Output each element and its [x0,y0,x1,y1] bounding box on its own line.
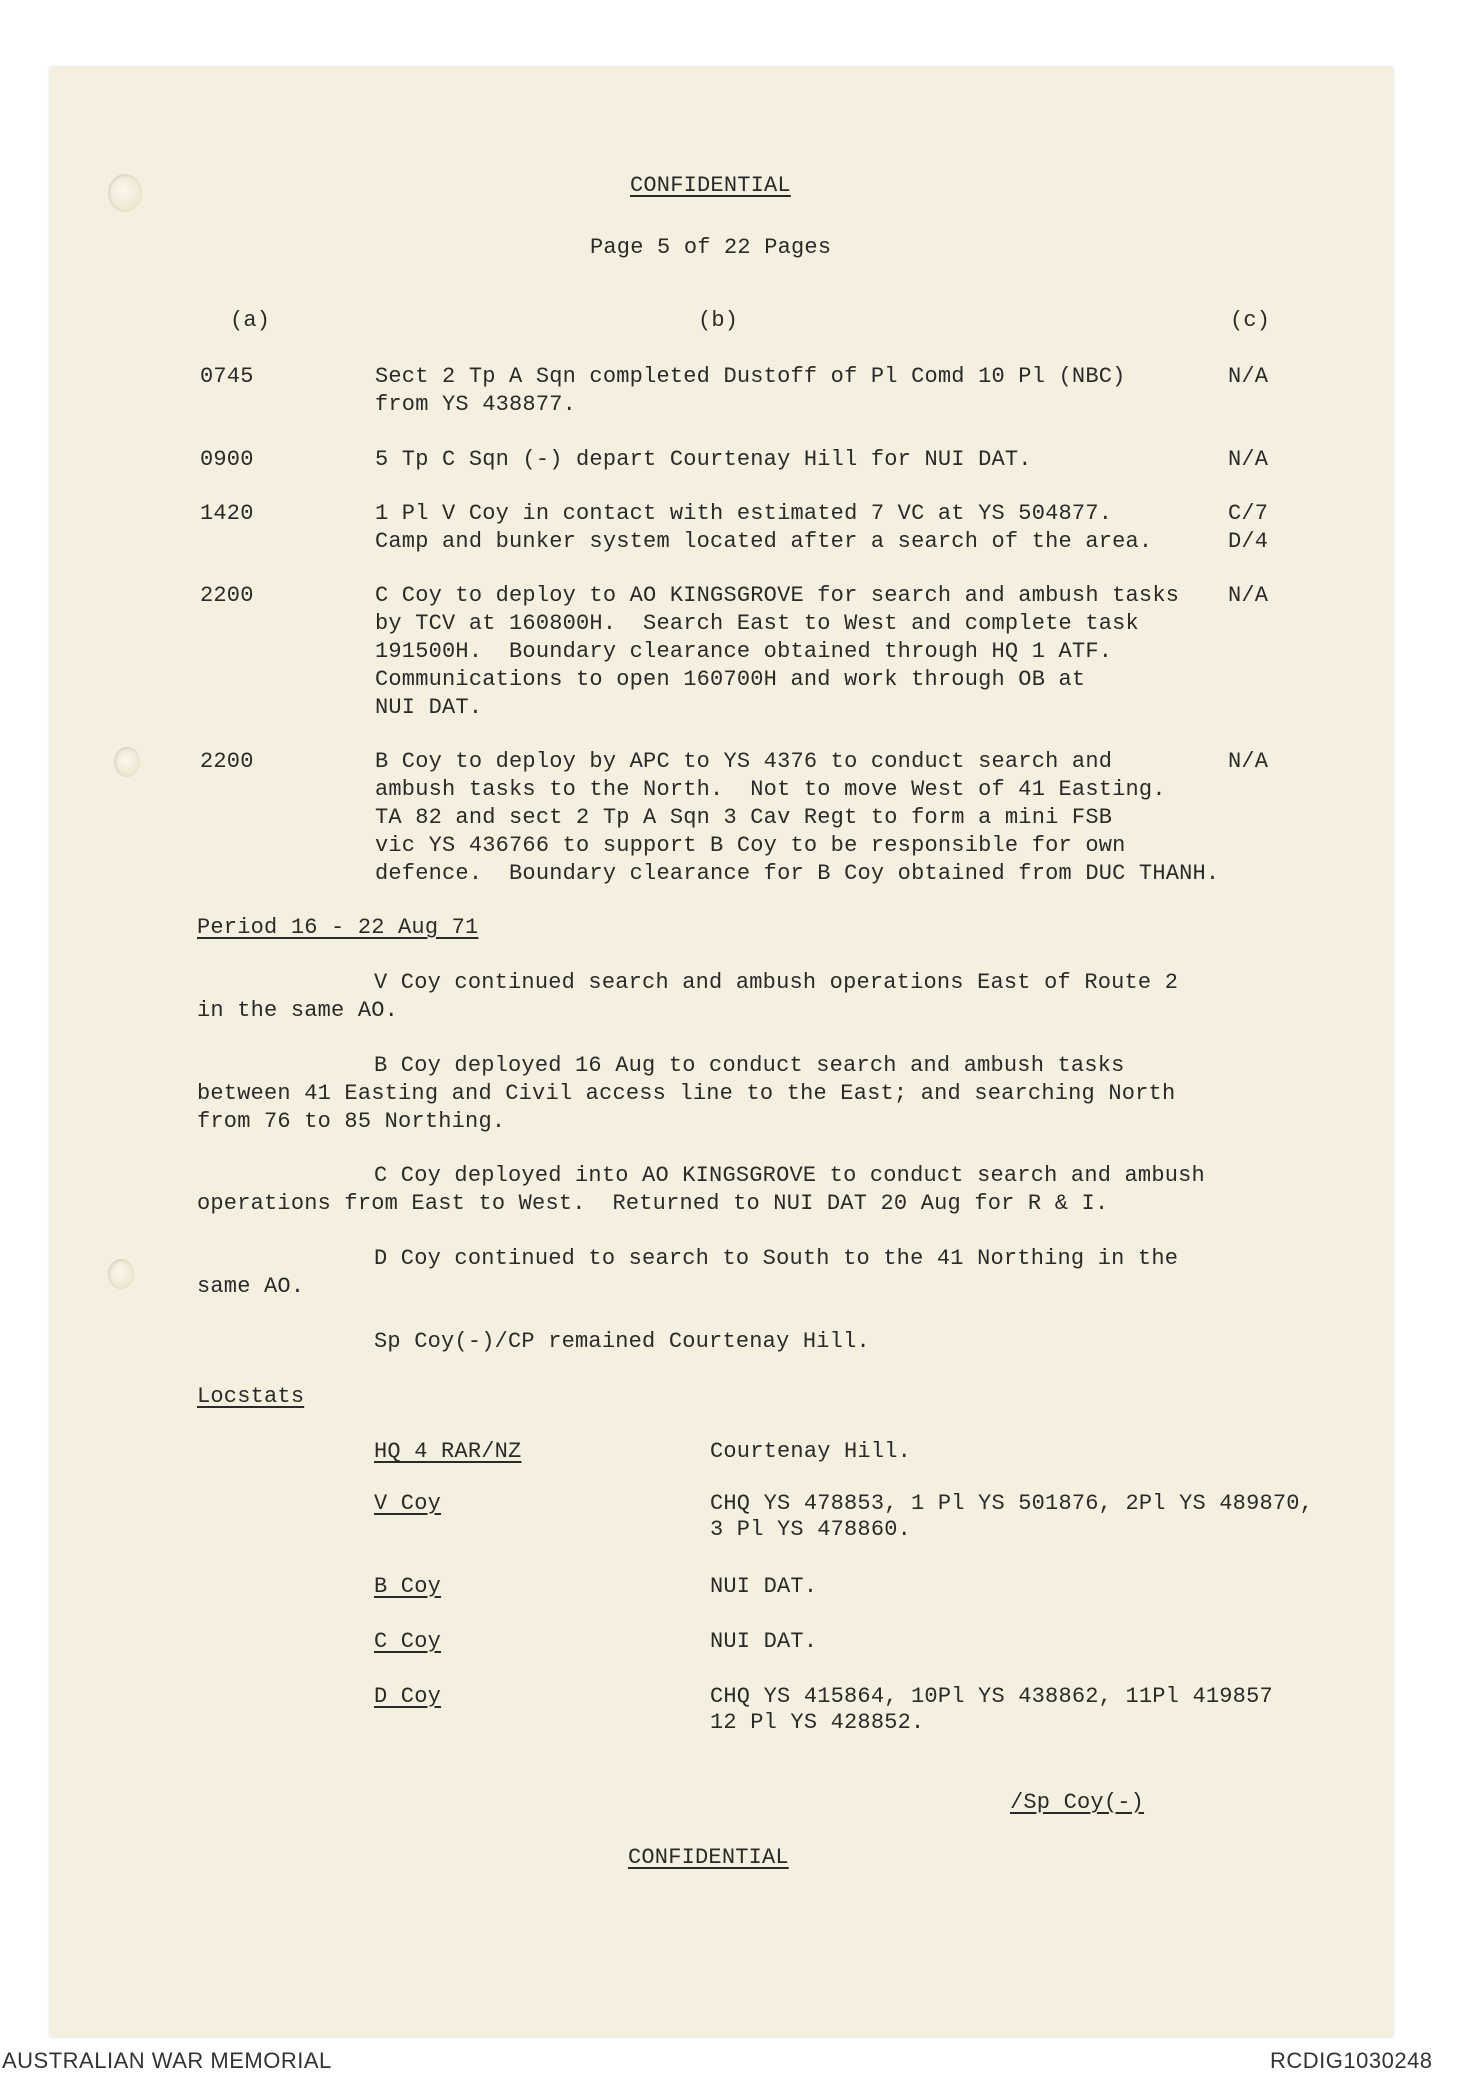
punch-hole-bottom [108,1259,134,1289]
locstat-location: 12 Pl YS 428852. [710,1710,925,1735]
period-heading: Period 16 - 22 Aug 71 [197,915,479,940]
footer-classification: CONFIDENTIAL [628,1845,789,1870]
entry-text-line: 5 Tp C Sqn (-) depart Courtenay Hill for NUI DAT. [375,447,1032,472]
paragraph-line: from 76 to 85 Northing. [197,1109,506,1134]
entry-time: 2200 [200,749,254,774]
locstat-location: NUI DAT. [710,1629,818,1654]
entry-text-line: ambush tasks to the North. Not to move West of 41 Easting. [375,777,1166,802]
locstat-location: 3 Pl YS 478860. [710,1517,912,1542]
locstat-location: CHQ YS 478853, 1 Pl YS 501876, 2Pl YS 489870, [710,1491,1314,1516]
locstat-unit: D Coy [374,1684,442,1709]
entry-ref: N/A [1228,447,1269,472]
entry-ref: N/A [1228,749,1269,774]
paragraph-line: B Coy deployed 16 Aug to conduct search and ambush tasks [374,1053,1125,1078]
archive-id: RCDIG1030248 [1270,2048,1433,2073]
entry-text-line: vic YS 436766 to support B Coy to be responsible for own [375,833,1126,858]
entry-text-line: NUI DAT. [375,695,483,720]
entry-text-line: Communications to open 160700H and work through OB at [375,667,1086,692]
column-heading-b: (b) [698,308,739,333]
paragraph-line: in the same AO. [197,998,399,1023]
entry-text-line: TA 82 and sect 2 Tp A Sqn 3 Cav Regt to form a mini FSB [375,805,1113,830]
entry-time: 0900 [200,447,254,472]
entry-text-line: Camp and bunker system located after a search of the area. [375,529,1153,554]
column-heading-c: (c) [1230,308,1271,333]
entry-ref: C/7 [1228,501,1269,526]
paragraph-line: V Coy continued search and ambush operations East of Route 2 [374,970,1179,995]
entry-ref: N/A [1228,583,1269,608]
paragraph-line: D Coy continued to search to South to the 41 Northing in the [374,1246,1179,1271]
entry-ref: N/A [1228,364,1269,389]
entry-time: 0745 [200,364,254,389]
entry-text-line: by TCV at 160800H. Search East to West and complete task [375,611,1139,636]
entry-text-line: 1 Pl V Coy in contact with estimated 7 VC at YS 504877. [375,501,1113,526]
punch-hole-middle [114,747,140,777]
entry-text-line: C Coy to deploy to AO KINGSGROVE for search and ambush tasks [375,583,1180,608]
entry-time: 2200 [200,583,254,608]
locstat-location: NUI DAT. [710,1574,818,1599]
entry-time: 1420 [200,501,254,526]
paragraph-line: Sp Coy(-)/CP remained Courtenay Hill. [374,1329,870,1354]
locstat-unit: V Coy [374,1491,442,1516]
entry-text-line: defence. Boundary clearance for B Coy obtained from DUC THANH. [375,861,1220,886]
locstat-location: Courtenay Hill. [710,1439,912,1464]
archive-credit: AUSTRALIAN WAR MEMORIAL [2,2048,332,2073]
locstat-unit: C Coy [374,1629,442,1654]
locstat-location: CHQ YS 415864, 10Pl YS 438862, 11Pl 419857 [710,1684,1273,1709]
entry-text-line: B Coy to deploy by APC to YS 4376 to conduct search and [375,749,1113,774]
entry-ref: D/4 [1228,529,1269,554]
locstat-unit: HQ 4 RAR/NZ [374,1439,522,1464]
header-classification: CONFIDENTIAL [630,173,791,198]
paragraph-line: same AO. [197,1274,305,1299]
locstat-unit: B Coy [374,1574,442,1599]
entry-text-line: 191500H. Boundary clearance obtained through HQ 1 ATF. [375,639,1113,664]
punch-hole-top [108,174,142,212]
entry-text-line: Sect 2 Tp A Sqn completed Dustoff of Pl Comd 10 Pl (NBC) [375,364,1126,389]
page-number: Page 5 of 22 Pages [590,235,832,260]
paragraph-line: between 41 Easting and Civil access line to the East; and searching North [197,1081,1176,1106]
entry-text-line: from YS 438877. [375,392,577,417]
continuation-marker: /Sp Coy(-) [1010,1790,1145,1815]
column-heading-a: (a) [230,308,271,333]
paragraph-line: operations from East to West. Returned to NUI DAT 20 Aug for R & I. [197,1191,1109,1216]
locstats-heading: Locstats [197,1384,305,1409]
paragraph-line: C Coy deployed into AO KINGSGROVE to conduct search and ambush [374,1163,1205,1188]
